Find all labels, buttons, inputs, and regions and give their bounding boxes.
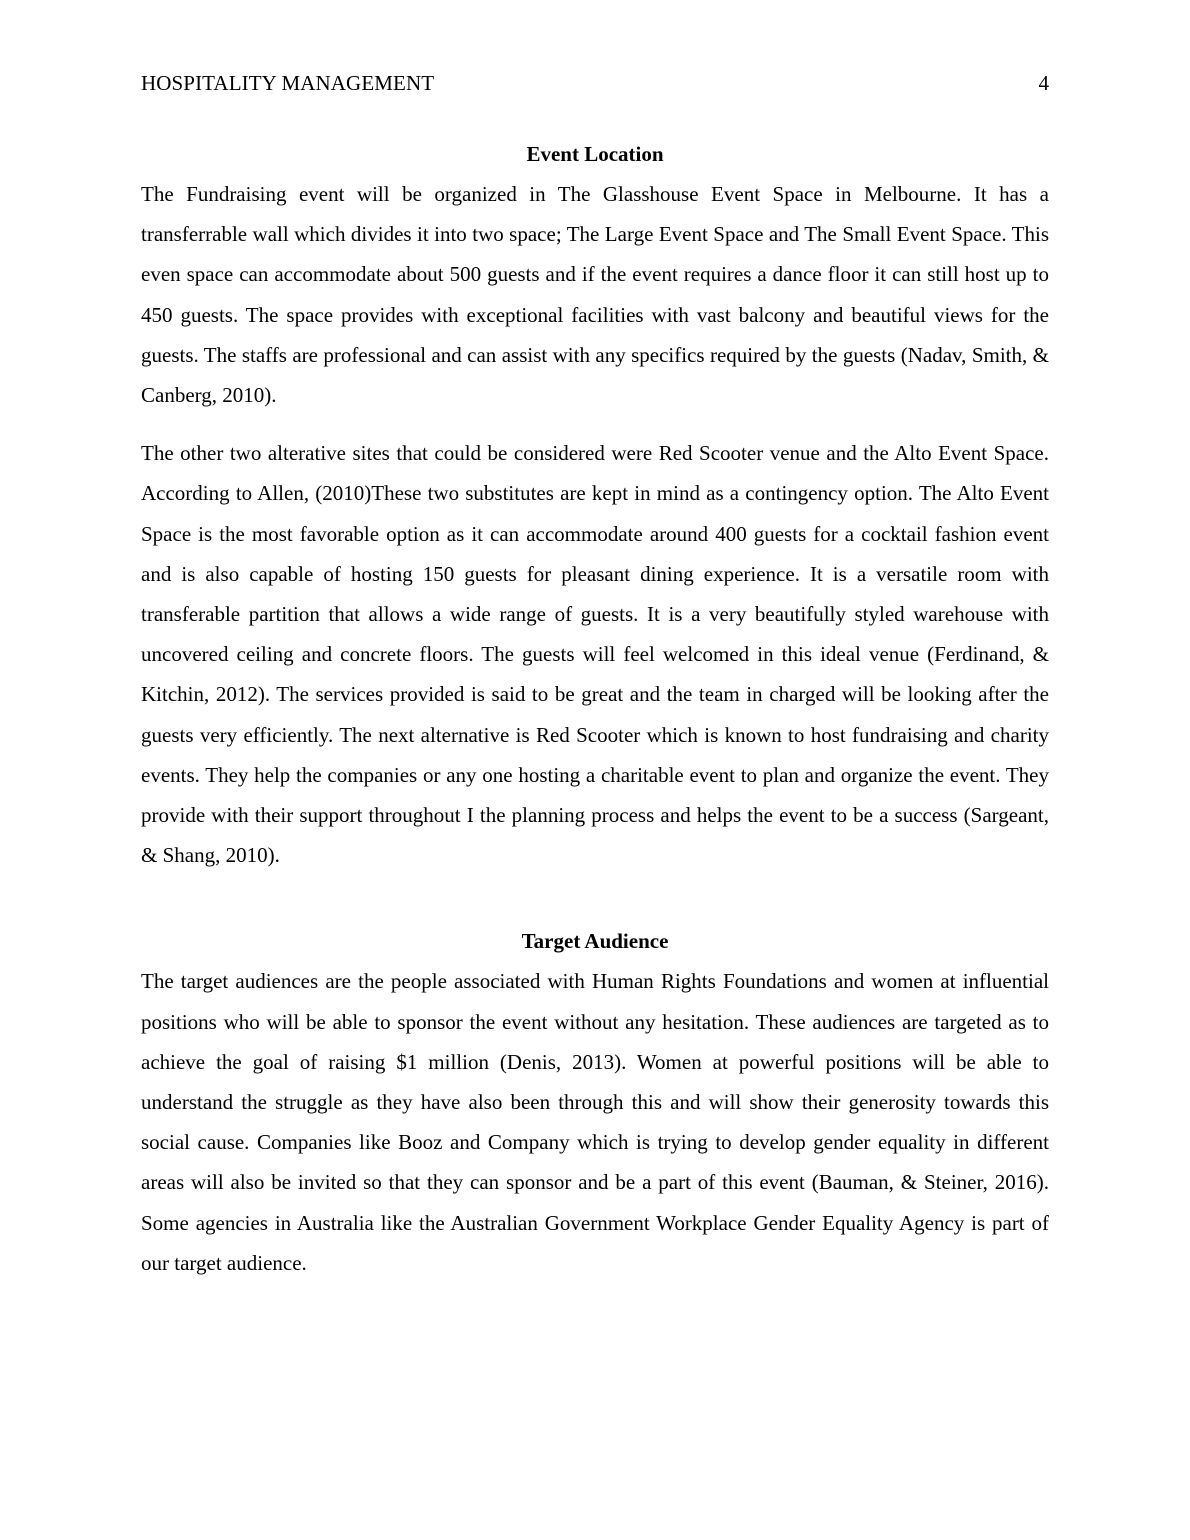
running-head: HOSPITALITY MANAGEMENT (141, 71, 435, 95)
paragraph-target-audience-1: The target audiences are the people associated with Human Rights Foundations and women at influential positions who will be able to sponsor the event without any hesitation. These audiences are targeted as to achieve the goal of raising $1 million (Denis, 2013). Women at powerful positions will be able to understand the struggle as they have also been through this and will show their generosity towards this social cause. Companies like Booz and Company which is trying to develop gender equality in different areas will also be invited so that they can sponsor and be a part of this event (Bauman, & Steiner, 2016). Some agencies in Australia like the Australian Government Workplace Gender Equality Agency is part of our target audience. (141, 969, 1049, 1275)
page-number: 4 (1038, 71, 1049, 95)
section-spacer (141, 875, 1049, 921)
paragraph-spacer (141, 415, 1049, 433)
section-heading-event-location: Event Location (526, 142, 664, 166)
paragraph-event-location-2: The other two alterative sites that could be considered were Red Scooter venue and the Alto Event Space. According to Allen, (2010)These two substitutes are kept in mind as a contingency option. The Alto Event Space is the most favorable option as it can accommodate around 400 guests for a cocktail fashion event and is also capable of hosting 150 guests for pleasant dining experience. It is a versatile room with transferable partition that allows a wide range of guests. It is a very beautifully styled warehouse with uncovered ceiling and concrete floors. The guests will feel welcomed in this ideal venue (Ferdinand, & Kitchin, 2012). The services provided is said to be great and the team in charged will be looking after the guests very efficiently. The next alternative is Red Scooter which is known to host fundraising and charity events. They help the companies or any one hosting a charitable event to plan and organize the event. They provide with their support throughout I the planning process and helps the event to be a success (Sargeant, & Shang, 2010). (141, 441, 1049, 868)
section-heading-target-audience: Target Audience (521, 929, 669, 954)
paragraph-event-location-1: The Fundraising event will be organized in The Glasshouse Event Space in Melbourne. It has a transferrable wall which divides it into two space; The Large Event Space and The Small Event Space. This even space can accommodate about 500 guests and if the event requires a dance floor it can still host up to 450 guests. The space provides with exceptional facilities with vast balcony and beautiful views for the guests. The staffs are professional and can assist with any specifics required by the guests (Nadav, Smith, & Canberg, 2010). (141, 182, 1049, 408)
page-body (141, 134, 1049, 1283)
